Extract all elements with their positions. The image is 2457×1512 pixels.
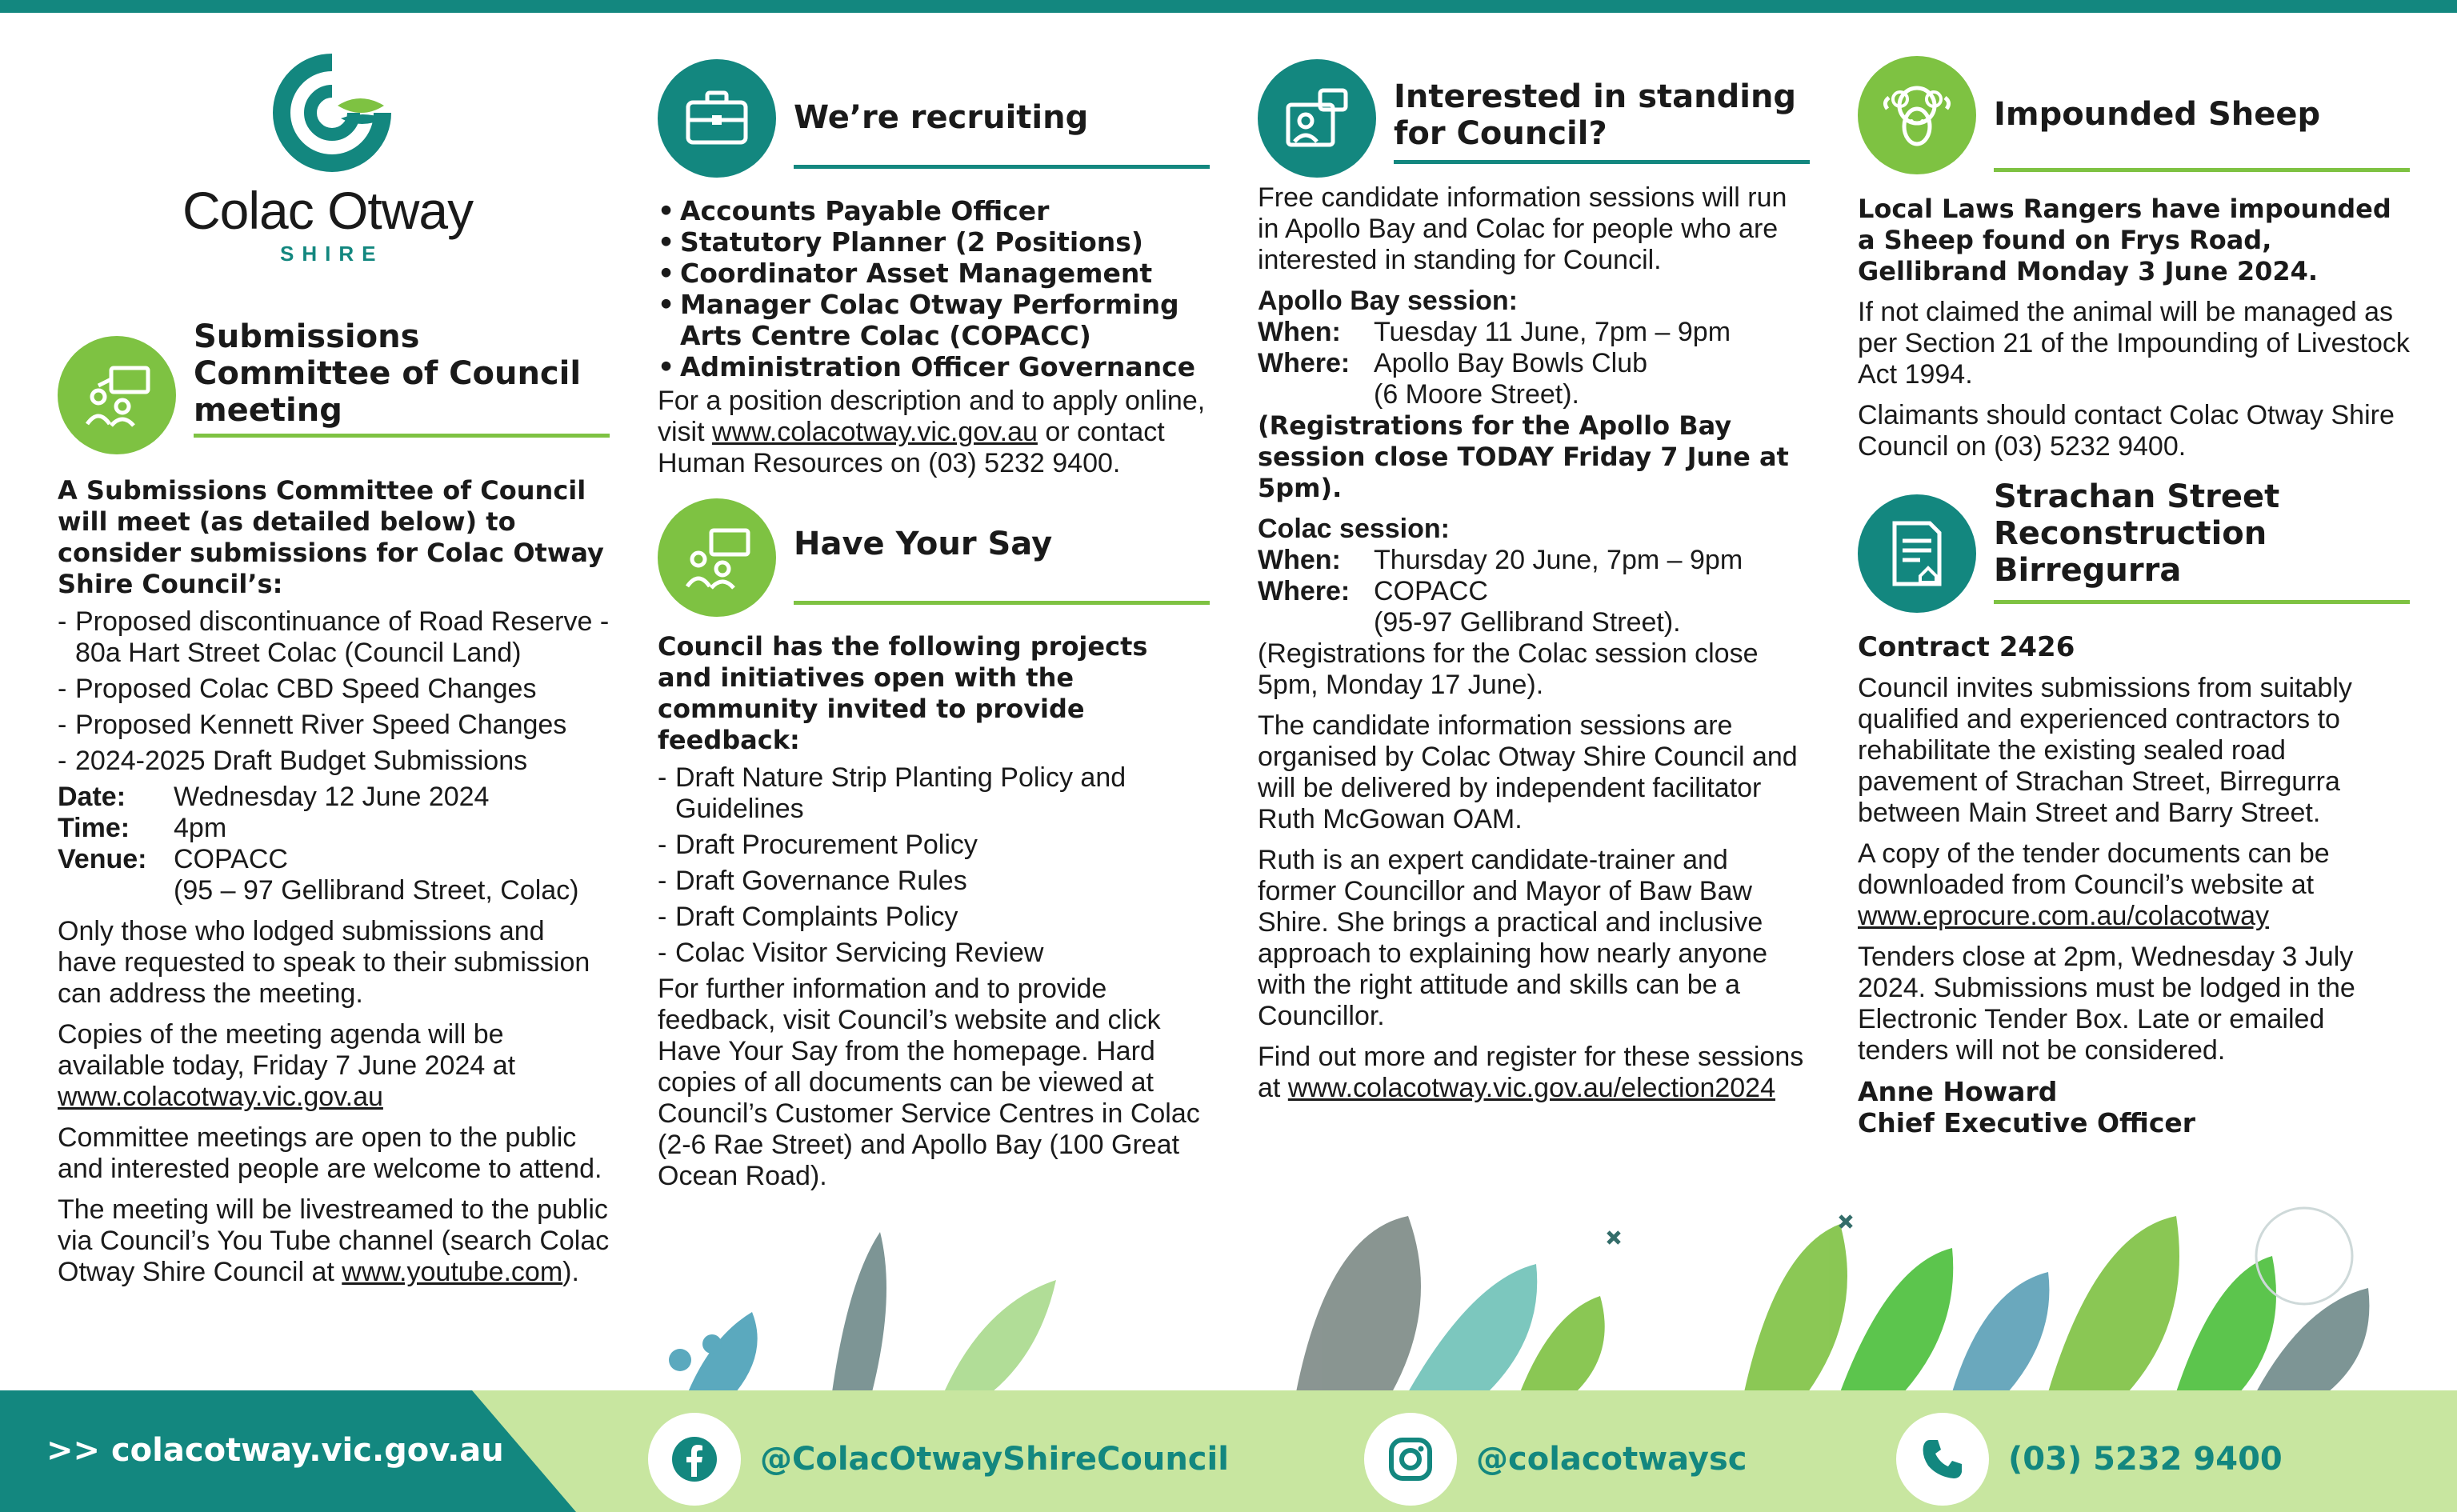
facebook-link[interactable] <box>648 1413 1229 1506</box>
strachan-header <box>1858 478 2410 638</box>
meeting-icon <box>58 336 176 454</box>
strachan-title-l1: Strachan Street <box>1994 478 2280 515</box>
hys-list <box>658 762 1210 969</box>
time-value: 4pm <box>174 813 227 843</box>
council-rule <box>1394 160 1810 164</box>
column-4 <box>1858 32 2410 1138</box>
instagram-link[interactable] <box>1364 1413 1747 1506</box>
facebook-handle: @ColacOtwayShireCouncil <box>760 1441 1229 1478</box>
sheep-header <box>1858 32 2410 176</box>
list-item: • Statutory Planner (2 Positions) <box>658 226 1210 258</box>
column-2 <box>658 32 1210 1192</box>
logo <box>58 32 610 272</box>
venue-row <box>58 844 610 875</box>
date-row <box>58 782 610 813</box>
column-3 <box>1258 32 1810 1104</box>
recruiting-rule <box>794 165 1210 169</box>
agenda-link[interactable]: www.colacotway.vic.gov.au <box>58 1082 383 1112</box>
hys-p: For further information and to provide feedback, visit Council’s website and click Have Your Say from the homepage. Hard copies of all documents can be viewed at Council’s Customer Service Centres in Colac (2-6 Rae Street) and Apollo Bay (100 Great Ocean Road). <box>658 974 1200 1191</box>
recruiting-link[interactable]: www.colacotway.vic.gov.au <box>712 417 1038 447</box>
sheep-bold: Local Laws Rangers have impounded a Sheep found on Frys Road, Gellibrand Monday 3 June 2024. <box>1858 194 2391 286</box>
list-item: - Draft Nature Strip Planting Policy and Guidelines <box>658 762 1210 825</box>
sheep-icon <box>1858 56 1976 174</box>
list-item: - Proposed Kennett River Speed Changes <box>58 710 610 741</box>
council-p3: Find out more and register for these sessions at www.colacotway.vic.gov.au/election2024 <box>1258 1042 1804 1103</box>
council-p1: The candidate information sessions are organised by Colac Otway Shire Council and will be delivered by independent facilitator Ruth McGowan OAM. <box>1258 710 1798 834</box>
sheep-p2: Claimants should contact Colac Otway Shire Council on (03) 5232 9400. <box>1858 400 2395 462</box>
strachan-p1: Council invites submissions from suitably qualified and experienced contractors to rehabilitate the existing sealed road pavement of Strachan Street, Birregurra between Main Street and Barry Street. <box>1858 673 2352 828</box>
council-intro: Free candidate information sessions will run in Apollo Bay and Colac for people who are interested in standing for Council. <box>1258 182 1787 275</box>
footer <box>0 1390 2457 1512</box>
top-accent-bar <box>0 0 2457 13</box>
phone-link[interactable] <box>1896 1413 2283 1506</box>
strachan-title-l3: Birregurra <box>1994 552 2182 589</box>
eprocure-link[interactable]: www.eprocure.com.au/colacotway <box>1858 901 2270 931</box>
strachan-p3: Tenders close at 2pm, Wednesday 3 July 2024. Submissions must be lodged in the Electronic Tender Box. Late or emailed tenders will not be considered. <box>1858 942 2355 1066</box>
strachan-p2: A copy of the tender documents can be downloaded from Council’s website at www.eprocure.com.au/colacotway <box>1858 838 2330 931</box>
instagram-icon <box>1364 1413 1457 1506</box>
submissions-list <box>58 606 610 777</box>
logo-mark-icon <box>272 53 392 173</box>
positions-list <box>658 195 1210 382</box>
colac-when: Thursday 20 June, 7pm – 9pm <box>1374 545 1743 575</box>
council-title-l1: Interested in standing <box>1394 78 1797 115</box>
hys-header <box>658 487 1210 631</box>
list-item: • Coordinator Asset Management <box>658 258 1210 289</box>
instagram-handle: @colacotwaysc <box>1476 1441 1747 1478</box>
candidate-icon <box>1258 59 1376 178</box>
list-item: • Accounts Payable Officer <box>658 195 1210 226</box>
submissions-title-l2: Committee of Council <box>194 355 582 392</box>
contract-number: Contract 2426 <box>1858 631 2075 663</box>
phone-number: (03) 5232 9400 <box>2008 1441 2283 1478</box>
election-link[interactable]: www.colacotway.vic.gov.au/election2024 <box>1287 1073 1775 1103</box>
venue-label: Venue: <box>58 844 147 874</box>
briefcase-icon <box>658 59 776 178</box>
document-house-icon <box>1858 494 1976 613</box>
colac-heading: Colac session: <box>1258 514 1450 544</box>
list-item: - Draft Governance Rules <box>658 866 1210 897</box>
colac-where: COPACC <box>1374 576 1488 606</box>
list-item: - Draft Procurement Policy <box>658 830 1210 861</box>
submissions-p3: Committee meetings are open to the public and interested people are welcome to attend. <box>58 1122 602 1184</box>
apollo-where2: (6 Moore Street). <box>1374 379 1579 410</box>
column-1 <box>58 32 610 1288</box>
facebook-icon <box>648 1413 741 1506</box>
apollo-where-row: Where: Apollo Bay Bowls Club <box>1258 348 1648 378</box>
date-value: Wednesday 12 June 2024 <box>174 782 490 812</box>
recruiting-title: We’re recruiting <box>794 99 1089 136</box>
logo-sub: SHIRE <box>280 242 384 266</box>
youtube-link[interactable]: www.youtube.com <box>342 1257 563 1287</box>
phone-icon <box>1896 1413 1989 1506</box>
hys-title: Have Your Say <box>794 526 1053 562</box>
submissions-title-l1: Submissions <box>194 318 420 355</box>
colac-where-row: Where: COPACC <box>1258 576 1488 606</box>
list-item: - Proposed discontinuance of Road Reserve - 80a Hart Street Colac (Council Land) <box>58 606 610 669</box>
list-item: - Proposed Colac CBD Speed Changes <box>58 674 610 705</box>
sheep-p1: If not claimed the animal will be managed as per Section 21 of the Impounding of Livestock Act 1994. <box>1858 297 2410 390</box>
list-item: - 2024-2025 Draft Budget Submissions <box>58 746 610 777</box>
council-header <box>1258 32 1810 184</box>
colac-where2: (95-97 Gellibrand Street). <box>1374 607 1681 638</box>
submissions-rule <box>194 434 610 438</box>
apollo-where: Apollo Bay Bowls Club <box>1374 348 1648 378</box>
sheep-rule <box>1994 168 2410 172</box>
apollo-when: Tuesday 11 June, 7pm – 9pm <box>1374 317 1731 347</box>
recruiting-header <box>658 32 1210 184</box>
colac-where2-row <box>1258 607 1810 638</box>
date-label: Date: <box>58 782 126 812</box>
sheep-title: Impounded Sheep <box>1994 96 2321 133</box>
hys-intro: Council has the following projects and initiatives open with the community invited to provide feedback: <box>658 631 1148 755</box>
venue-address: (95 – 97 Gellibrand Street, Colac) <box>174 875 579 906</box>
apollo-when-row: When: Tuesday 11 June, 7pm – 9pm <box>1258 317 1731 347</box>
submissions-intro: A Submissions Committee of Council will meet (as detailed below) to consider submissions for Colac Otway Shire Council’s: <box>58 475 604 599</box>
submissions-p4: The meeting will be livestreamed to the public via Council’s You Tube channel (search Colac Otway Shire Council at www.youtube.com). <box>58 1194 610 1287</box>
website-link[interactable]: >> colacotway.vic.gov.au <box>46 1432 504 1469</box>
submissions-header <box>58 272 610 464</box>
venue-value: COPACC <box>174 844 288 874</box>
strachan-title <box>1994 478 2279 589</box>
apollo-reg: (Registrations for the Apollo Bay session close TODAY Friday 7 June at 5pm). <box>1258 410 1789 503</box>
strachan-rule <box>1994 600 2410 604</box>
time-label: Time: <box>58 813 130 843</box>
submissions-title-l3: meeting <box>194 392 342 429</box>
apollo-where2-row <box>1258 379 1810 410</box>
list-item: • Administration Officer Governance <box>658 351 1210 382</box>
council-p2: Ruth is an expert candidate-trainer and former Councillor and Mayor of Baw Baw Shire. She brings a practical and inclusive approach to explaining how nearly anyone with the right attitude and skills can be a Councillor. <box>1258 845 1768 1031</box>
time-row <box>58 813 610 844</box>
foliage-illustration <box>608 1184 2457 1392</box>
list-item: • Manager Colac Otway Performing Arts Centre Colac (COPACC) <box>658 289 1210 351</box>
people-feedback-icon <box>658 498 776 617</box>
hys-rule <box>794 601 1210 605</box>
council-title-l2: for Council? <box>1394 115 1607 152</box>
signer-name: Anne Howard <box>1858 1076 2058 1107</box>
strachan-title-l2: Reconstruction <box>1994 515 2267 552</box>
venue-address-row <box>58 875 610 906</box>
submissions-p1: Only those who lodged submissions and have requested to speak to their submission can address the meeting. <box>58 916 590 1009</box>
council-title <box>1394 78 1796 152</box>
colac-reg: (Registrations for the Colac session close 5pm, Monday 17 June). <box>1258 638 1759 700</box>
submissions-p2: Copies of the meeting agenda will be available today, Friday 7 June 2024 at www.colacotway.vic.gov.au <box>58 1019 516 1112</box>
colac-when-row: When: Thursday 20 June, 7pm – 9pm <box>1258 545 1743 575</box>
submissions-title <box>194 318 581 429</box>
list-item: - Draft Complaints Policy <box>658 902 1210 933</box>
signer-title: Chief Executive Officer <box>1858 1107 2196 1138</box>
recruiting-p: For a position description and to apply online, visit www.colacotway.vic.gov.au or contact Human Resources on (03) 5232 9400. <box>658 386 1206 478</box>
list-item: - Colac Visitor Servicing Review <box>658 938 1210 969</box>
apollo-heading: Apollo Bay session: <box>1258 286 1518 316</box>
logo-name: Colac Otway <box>182 181 474 240</box>
